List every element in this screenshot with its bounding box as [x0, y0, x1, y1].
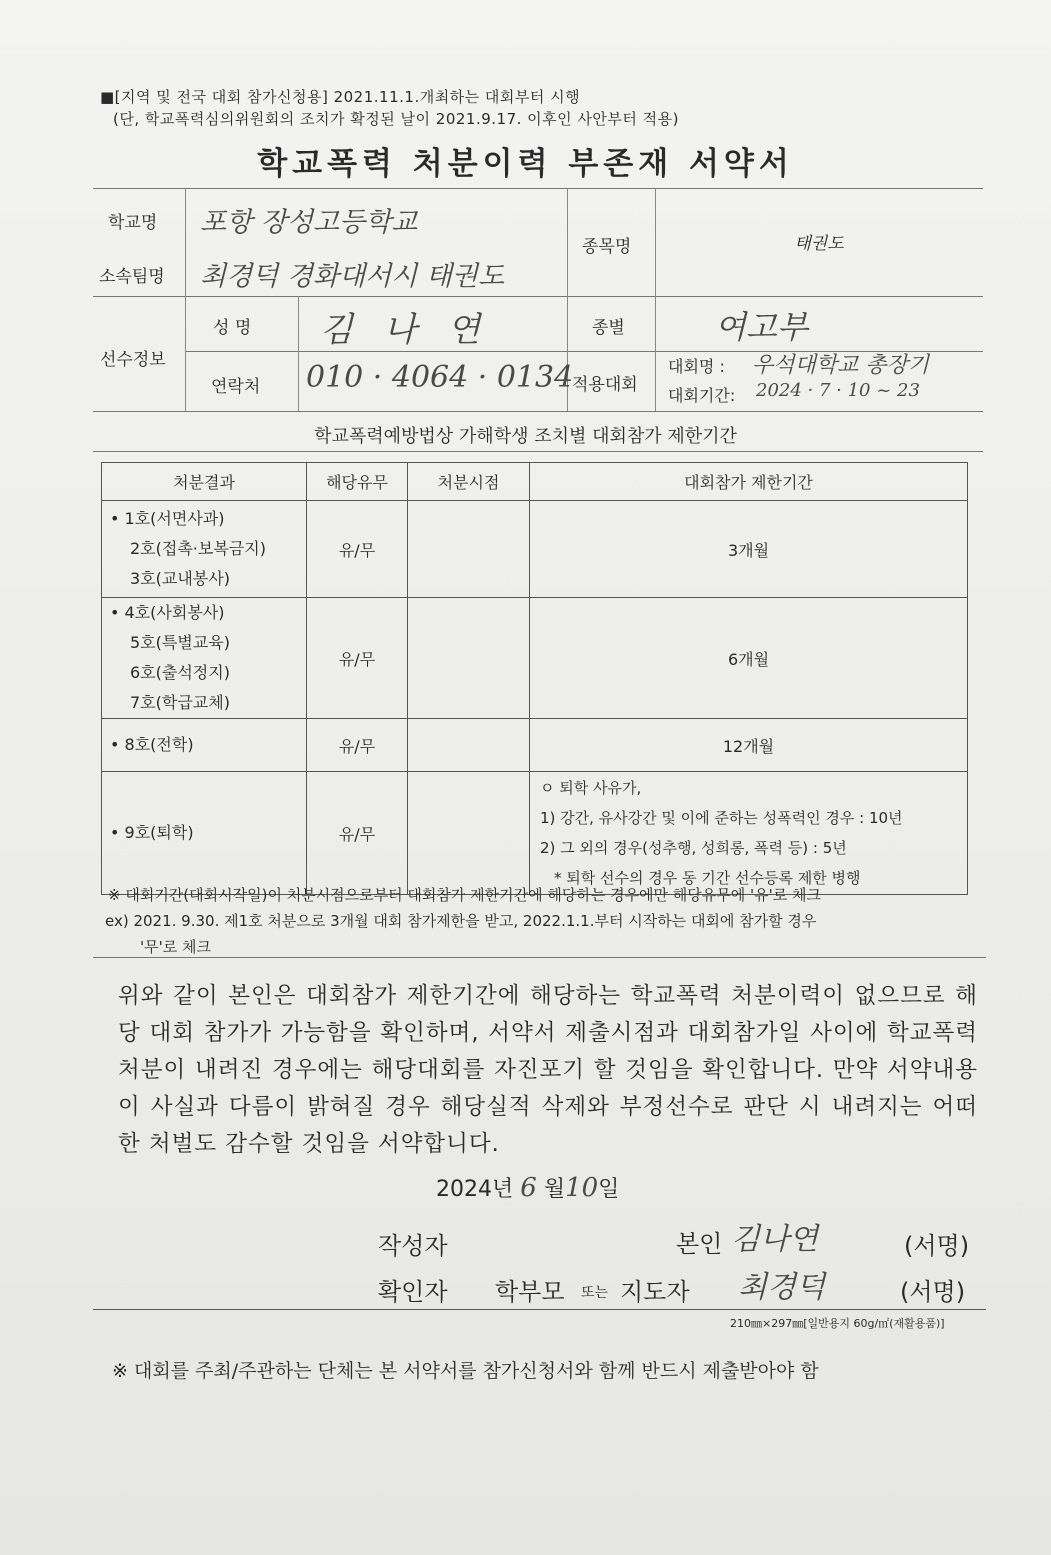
team-field[interactable]: 최경덕 경화대서시 태권도	[200, 261, 505, 292]
paper-spec: 210㎜×297㎜[일반용지 60g/㎡(재활용품)]	[730, 1317, 945, 1330]
document-title: 학교폭력 처분이력 부존재 서약서	[257, 146, 794, 182]
bottom-note: ※ 대회를 주최/주관하는 단체는 본 서약서를 참가신청서와 함께 반드시 제출받아야 함	[112, 1360, 819, 1382]
limit-cell	[530, 772, 968, 895]
result-line: 2호(접촉·보복금지)	[130, 539, 266, 558]
col-header-applicable: 해당유무	[307, 463, 408, 501]
player-info-label: 선수정보	[100, 350, 166, 370]
info-col-line	[185, 188, 186, 411]
restriction-heading-rule	[93, 451, 983, 452]
applied-comp-label: 적용대회	[572, 375, 638, 395]
comp-period-label: 대회기간:	[668, 386, 736, 405]
applicable-checkbox[interactable]: 유/무	[307, 719, 408, 772]
result-line: 3호(교내봉사)	[130, 569, 230, 588]
table-row	[102, 719, 968, 772]
result-line: • 4호(사회봉사)	[110, 603, 225, 622]
self-signature[interactable]: 김나연	[731, 1222, 818, 1257]
restriction-table	[101, 462, 968, 895]
contact-field[interactable]: 010 · 4064 · 0134	[306, 360, 574, 395]
limit-line: 2) 그 외의 경우(성추행, 성희롱, 폭력 등) : 5년	[540, 839, 847, 857]
applicable-checkbox[interactable]: 유/무	[307, 598, 408, 719]
date-year[interactable]: 2024	[436, 1177, 492, 1202]
or-label: 또는	[581, 1285, 609, 1301]
event-label: 종목명	[582, 237, 632, 257]
time-field[interactable]	[408, 719, 530, 772]
limit-cell: 6개월	[530, 598, 968, 719]
info-divider	[93, 296, 983, 297]
school-label: 학교명	[108, 213, 158, 233]
limit-line: * 퇴학 선수의 경우 동 기간 선수등록 제한 병행	[554, 869, 861, 887]
info-bottom-border	[93, 411, 983, 412]
team-label: 소속팀명	[99, 267, 165, 287]
result-line: • 9호(퇴학)	[110, 823, 194, 842]
result-line: 7호(학급교체)	[130, 693, 230, 712]
writer-label: 작성자	[378, 1232, 448, 1260]
coach-signature[interactable]: 최경덕	[738, 1270, 825, 1305]
school-field[interactable]: 포항 장성고등학교	[200, 207, 418, 238]
applicable-checkbox[interactable]: 유/무	[307, 501, 408, 598]
limit-line: 1) 강간, 유사강간 및 이에 준하는 성폭력인 경우 : 10년	[540, 809, 903, 827]
self-label: 본인	[676, 1230, 723, 1258]
footnote-check-rule: ※ 대회기간(대회시작일)이 처분시점으로부터 대회참가 제한기간에 해당하는 경우에만 해당유무에 '유'로 체크	[108, 886, 821, 904]
result-cell	[102, 772, 307, 895]
comp-period-field[interactable]: 2024 · 7 · 10 ~ 23	[756, 380, 920, 401]
info-col-line	[298, 296, 299, 411]
table-row	[102, 598, 968, 719]
name-field[interactable]: 김 나 연	[320, 310, 491, 350]
table-row	[102, 501, 968, 598]
table-header-row	[102, 463, 968, 501]
col-header-result: 처분결과	[102, 463, 307, 501]
category-label: 종별	[592, 318, 625, 338]
applicable-checkbox[interactable]: 유/무	[307, 772, 408, 895]
result-line: 5호(특별교육)	[130, 633, 230, 652]
time-field[interactable]	[408, 598, 530, 719]
result-line: • 1호(서면사과)	[110, 509, 225, 528]
footnote-rule	[93, 957, 986, 958]
date-year-suffix: 년	[492, 1177, 514, 1202]
col-header-time: 처분시점	[408, 463, 530, 501]
pledge-paragraph: 위와 같이 본인은 대회참가 제한기간에 해당하는 학교폭력 처분이력이 없으므로 해당 대회 참가가 가능함을 확인하며, 서약서 제출시점과 대회참가일 사이에 학교폭력 처분이 내려진 경우에는 해당대회를 자진포기 할 것임을 확인합니다. 만약 서약내용이 사실과 다름이 밝혀질 경우 해당실적 삭제와 부정선수로 판단 시 내려지는 어떠한 처벌도 감수할 것임을 서약합니다.	[118, 983, 978, 1157]
applicability-note: ■[지역 및 전국 대회 참가신청용] 2021.11.1.개최하는 대회부터 시행	[100, 88, 581, 106]
footnote-example-cont: '무'로 체크	[140, 938, 211, 956]
signature-rule	[93, 1309, 986, 1310]
sign-date	[436, 1172, 619, 1203]
info-top-border	[93, 188, 983, 189]
limit-cell: 3개월	[530, 501, 968, 598]
footnote-example: ex) 2021. 9.30. 제1호 처분으로 3개월 대회 참가제한을 받고, 2022.1.1.부터 시작하는 대회에 참가할 경우	[105, 912, 817, 930]
col-header-limit: 대회참가 제한기간	[530, 463, 968, 501]
result-line: • 8호(전학)	[110, 735, 194, 754]
result-cell	[102, 598, 307, 719]
name-label: 성 명	[213, 318, 252, 338]
sign-mark: (서명)	[900, 1278, 966, 1306]
result-cell	[102, 719, 307, 772]
comp-name-label: 대회명 :	[668, 357, 725, 376]
limit-line: ㅇ 퇴학 사유가,	[540, 779, 642, 797]
time-field[interactable]	[408, 772, 530, 895]
restriction-heading: 학교폭력예방법상 가해학생 조치별 대회참가 제한기간	[314, 426, 737, 447]
limit-cell: 12개월	[530, 719, 968, 772]
applicability-subnote: (단, 학교폭력심의위원회의 조치가 확정된 날이 2021.9.17. 이후인 사안부터 적용)	[113, 110, 679, 128]
info-col-line	[655, 188, 656, 411]
comp-name-field[interactable]: 우석대학교 총장기	[752, 353, 930, 378]
coach-label: 지도자	[620, 1278, 690, 1306]
date-month-suffix: 월	[543, 1177, 566, 1202]
contact-label: 연락처	[211, 377, 261, 397]
parent-label: 학부모	[495, 1278, 565, 1306]
result-line: 6호(출석정지)	[130, 663, 230, 682]
sign-mark: (서명)	[904, 1232, 970, 1260]
event-value: 태권도	[794, 234, 844, 254]
date-day[interactable]: 10	[565, 1173, 599, 1203]
confirmer-label: 확인자	[378, 1278, 448, 1306]
category-field[interactable]: 여고부	[715, 308, 808, 346]
time-field[interactable]	[408, 501, 530, 598]
date-month[interactable]: 6	[520, 1173, 537, 1203]
date-day-suffix: 일	[598, 1177, 620, 1202]
table-row	[102, 772, 968, 895]
result-cell	[102, 501, 307, 598]
